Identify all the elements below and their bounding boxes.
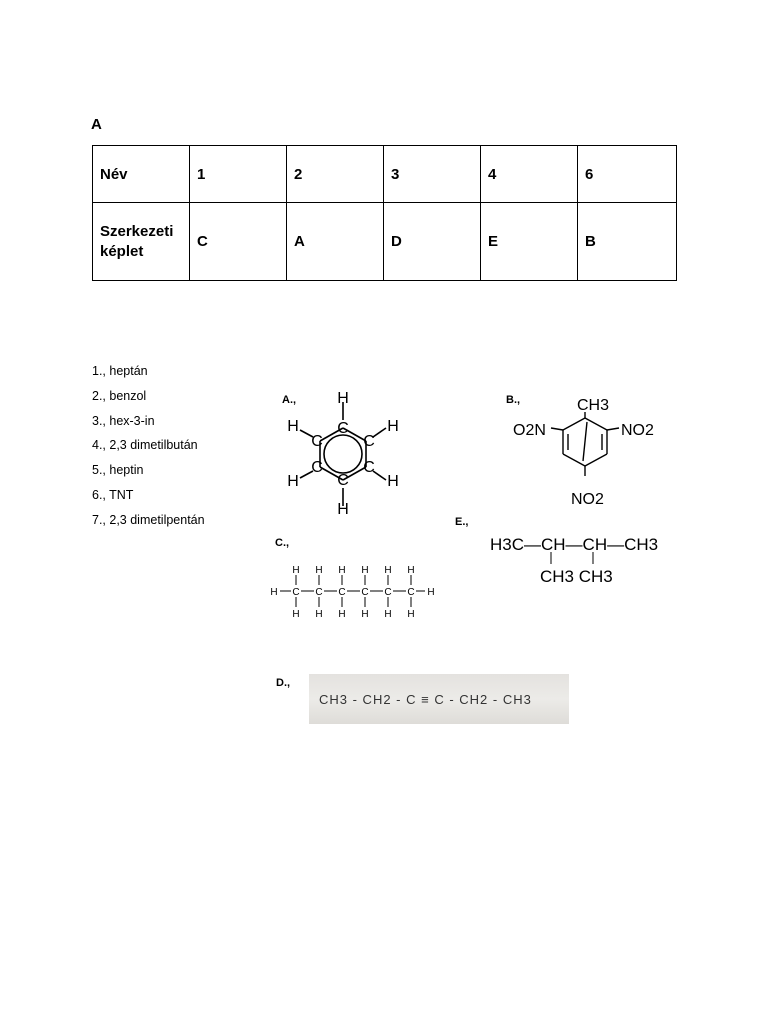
- atom-h: H: [407, 609, 415, 620]
- atom-h: H: [427, 587, 435, 598]
- atom-h: H: [292, 609, 300, 620]
- list-item: 3., hex-3-in: [92, 413, 155, 428]
- atom-c: C: [384, 587, 392, 598]
- no2-group: NO2: [621, 422, 654, 439]
- table-cell: E: [481, 203, 578, 281]
- handwritten-formula-photo: [309, 674, 569, 724]
- ch3-group: CH3: [577, 397, 610, 414]
- list-item: 4., 2,3 dimetilbután: [92, 438, 198, 453]
- atom-h: H: [337, 390, 349, 407]
- atom-h: H: [315, 609, 323, 620]
- dimethylbutane-structure: [486, 530, 676, 590]
- table-cell: 4: [481, 146, 578, 203]
- table-cell: 6: [578, 146, 677, 203]
- table-cell: 2: [287, 146, 384, 203]
- atom-c: C: [311, 433, 323, 450]
- handwritten-formula: [309, 674, 569, 724]
- table-cell: Név: [93, 146, 190, 203]
- atom-h: H: [361, 609, 369, 620]
- list-item: 6., TNT: [92, 487, 134, 502]
- figure-tag-b: B.,: [506, 394, 521, 406]
- figure-tag-e: E.,: [455, 516, 469, 528]
- alkane-chain-structure: [265, 560, 443, 622]
- figure-tag-a: A.,: [282, 394, 297, 406]
- section-heading: A: [91, 116, 102, 133]
- atom-c: C: [337, 472, 349, 489]
- atom-h: H: [270, 587, 278, 598]
- atom-h: H: [361, 565, 369, 576]
- atom-c: C: [338, 587, 346, 598]
- atom-h: H: [387, 418, 399, 435]
- no2-group: NO2: [571, 491, 604, 508]
- atom-h: H: [407, 565, 415, 576]
- structure-line: CH3 CH3: [540, 567, 613, 586]
- atom-h: H: [287, 418, 299, 435]
- atom-c: C: [363, 433, 375, 450]
- atom-h: H: [338, 609, 346, 620]
- list-item: 1., heptán: [92, 364, 148, 378]
- tnt-structure: [505, 390, 665, 512]
- answer-table: [92, 145, 677, 281]
- table-cell: B: [578, 203, 677, 281]
- atom-c: C: [311, 459, 323, 476]
- table-cell: 1: [190, 146, 287, 203]
- handwritten-text: CH3 - CH2 - C ≡ C - CH2 - CH3: [319, 692, 532, 707]
- list-item: 2., benzol: [92, 388, 147, 403]
- structure-line: H3C—CH—CH—CH3: [490, 535, 659, 554]
- list-item: 5., heptin: [92, 463, 144, 478]
- atom-h: H: [292, 565, 300, 576]
- compound-list: [92, 362, 205, 536]
- table-cell-label: [93, 203, 190, 281]
- atom-h: H: [338, 565, 346, 576]
- table-row: [93, 203, 677, 281]
- table-cell: 3: [384, 146, 481, 203]
- o2n-group: O2N: [513, 422, 546, 439]
- atom-h: H: [287, 473, 299, 490]
- atom-c: C: [315, 587, 323, 598]
- figure-tag-c: C.,: [275, 537, 290, 549]
- figure-tag-d: D.,: [276, 677, 291, 689]
- label-line: képlet: [100, 242, 144, 260]
- benzene-structure: [280, 386, 410, 518]
- list-item: 7., 2,3 dimetilpentán: [92, 512, 205, 527]
- table-row: [93, 146, 677, 203]
- atom-h: H: [384, 565, 392, 576]
- atom-h: H: [384, 609, 392, 620]
- atom-c: C: [363, 459, 375, 476]
- atom-c: C: [361, 587, 369, 598]
- atom-h: H: [315, 565, 323, 576]
- atom-h: H: [337, 501, 349, 518]
- table-cell: C: [190, 203, 287, 281]
- atom-c: C: [292, 587, 300, 598]
- table-cell: D: [384, 203, 481, 281]
- atom-c: C: [407, 587, 415, 598]
- atom-c: C: [337, 420, 349, 437]
- label-line: Szerkezeti: [100, 222, 174, 240]
- atom-h: H: [387, 473, 399, 490]
- table-cell: A: [287, 203, 384, 281]
